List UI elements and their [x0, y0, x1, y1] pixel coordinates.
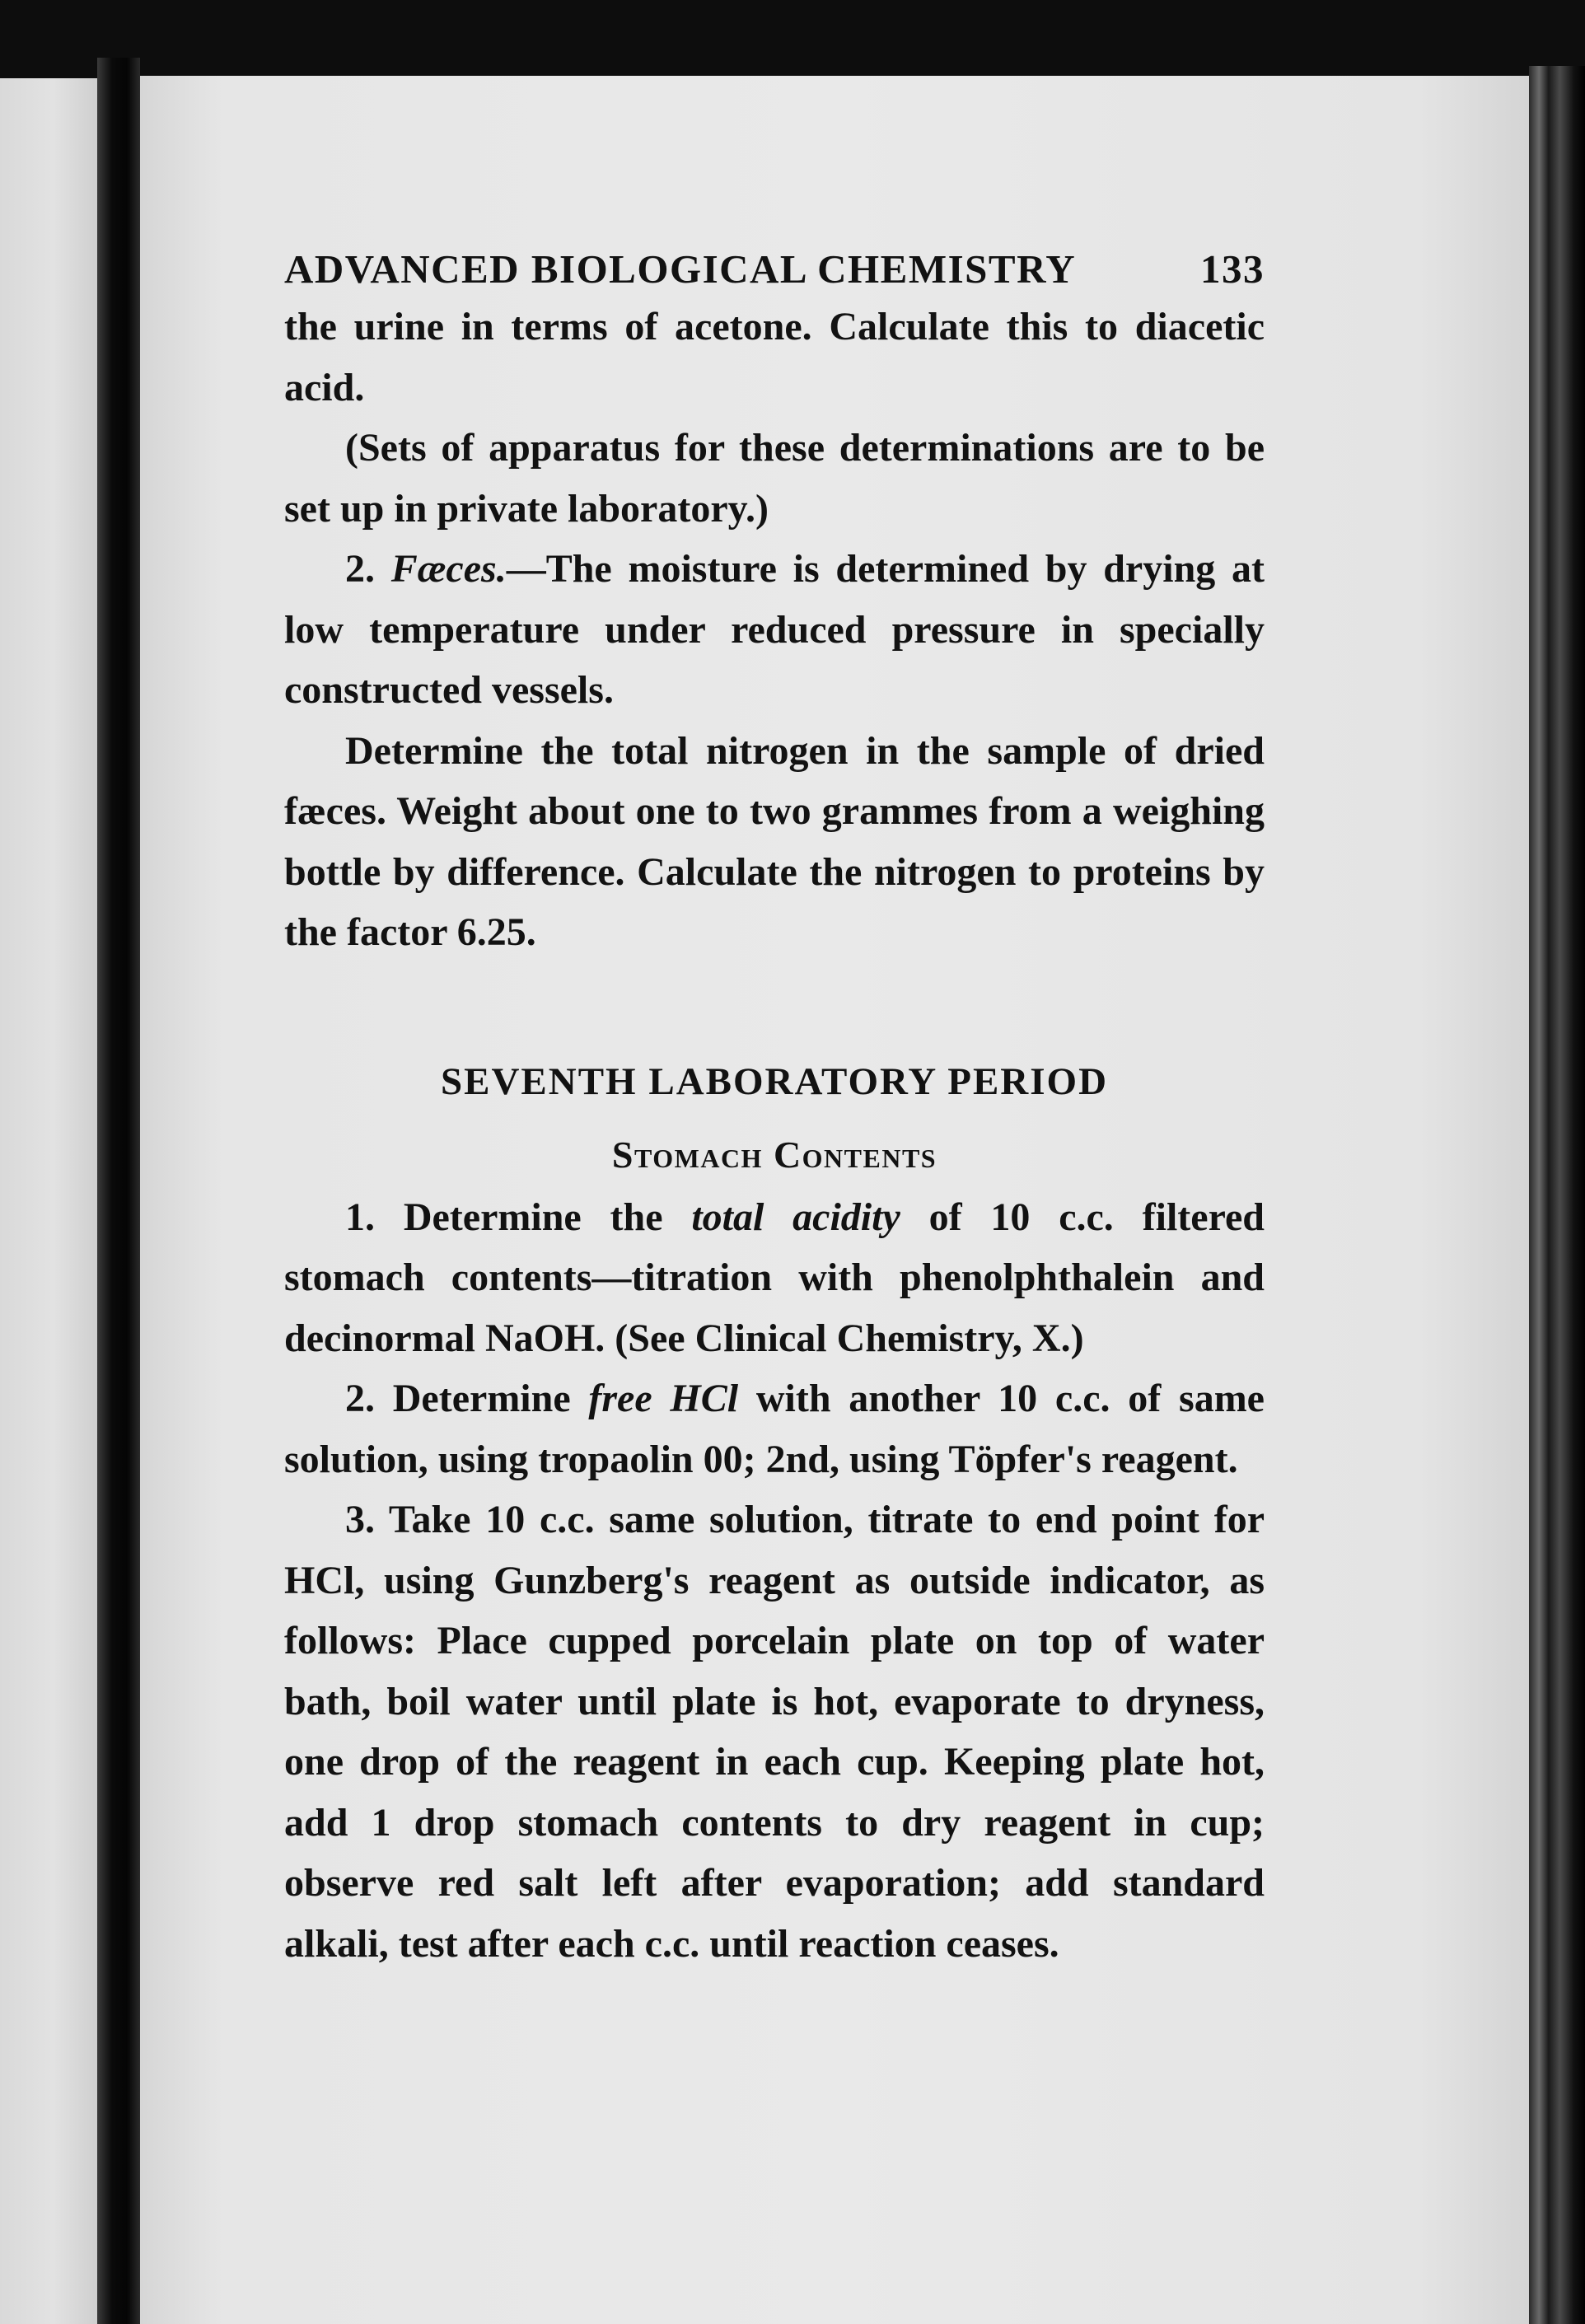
emphasis-run: free HCl [588, 1377, 739, 1420]
right-page-edges [1529, 66, 1585, 2324]
book-gutter [97, 58, 140, 2324]
paragraph-total-acidity [284, 1187, 1265, 1369]
paragraph-free-hcl [284, 1368, 1265, 1489]
scan-top-border [0, 0, 1585, 78]
page-number: 133 [1200, 246, 1265, 292]
section-subtitle: Stomach Contents [611, 1133, 937, 1176]
text-run: 1. Determine the [345, 1195, 692, 1239]
text-run: 2. Determine [345, 1377, 589, 1420]
section-title: SEVENTH LABORATORY PERIOD [440, 1059, 1109, 1103]
paragraph-gunzberg-titration [284, 1489, 1265, 1974]
text-run: 3. Take 10 c.c. same solution, titrate to end point for HCl, using Gunzberg's reagent as outside indicator, as follows: Place cupped porcelain plate on top of water bath, boil water until plate is hot, evaporate to dryness, one drop of the reagent in each cup. Keeping plate hot, add 1 drop stomach contents to dry reagent in cup; observe red salt left after evaporation; add standard alkali, test after each c.c. until reaction ceases. [284, 1498, 1265, 1966]
paragraph-urine-continuation: the urine in terms of acetone. Calculate this to diacetic acid. [284, 305, 1265, 409]
item-heading: Fæces. [390, 547, 507, 591]
text-run: of 10 c.c. filtered stomach contents—titration with phenolphthalein and decinormal NaOH. (See Clinical Chemistry, X.) [284, 1195, 1265, 1360]
text-run: with another 10 c.c. of same solution, using tropaolin 00; 2nd, using Töpfer's reagent. [284, 1377, 1265, 1481]
running-head [284, 239, 1265, 297]
left-page-edge [0, 78, 97, 2324]
paragraph-faeces [284, 539, 1265, 721]
paragraph-total-nitrogen: Determine the total nitrogen in the sample of dried fæces. Weight about one to two grammes from a weighing bottle by difference. Calculate the nitrogen to proteins by the factor 6.25. [284, 728, 1265, 954]
item-number: 2. [345, 547, 375, 591]
paragraph-apparatus-note: (Sets of apparatus for these determinations are to be set up in private laboratory.) [284, 426, 1265, 531]
running-head-title: ADVANCED BIOLOGICAL CHEMISTRY [284, 246, 1077, 292]
item-text: —The moisture is determined by drying at low temperature under reduced pressure in specially constructed vessels. [284, 547, 1265, 712]
page-text [284, 239, 1265, 1974]
emphasis-run: total acidity [691, 1195, 900, 1239]
